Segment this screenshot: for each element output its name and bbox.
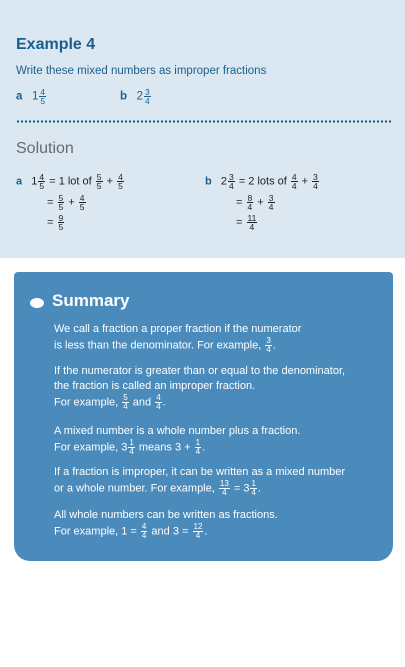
- fraction: $\frac{4}{5}$: [40, 87, 46, 106]
- fraction: $\frac{3}{4}$: [313, 172, 318, 191]
- part-label: a: [16, 175, 23, 188]
- fraction: $\frac{9}{5}$: [58, 213, 64, 232]
- fraction: $\frac{4}{4}$: [291, 172, 297, 191]
- solution-a-line-1: a 1 $\frac{4}{5}$ = 1 lot of $\frac{5}{5}$ + $\frac{4}{5}$: [16, 172, 123, 191]
- fraction: $\frac{13}{4}$: [219, 479, 229, 497]
- fraction: $\frac{4}{4}$: [141, 522, 147, 540]
- fraction: $\frac{4}{5}$: [118, 172, 123, 191]
- mixed-whole: 1: [32, 90, 39, 103]
- mixed-whole: 2: [136, 90, 144, 103]
- fraction: $\frac{4}{5}$: [39, 172, 45, 191]
- fraction: $\frac{11}{4}$: [247, 213, 257, 232]
- example-part-a: [16, 88, 47, 105]
- solution-b-line-1: b 2 $\frac{3}{4}$ = 2 lots of $\frac{4}{4}$ + $\frac{3}{4}$: [205, 172, 318, 191]
- bullet-icon: [30, 298, 44, 308]
- summary-title: Summary: [52, 291, 130, 310]
- fraction: $\frac{4}{5}$: [79, 193, 85, 212]
- example-instruction: Write these mixed numbers as improper fractions: [16, 65, 267, 77]
- part-label: b: [120, 90, 128, 103]
- fraction: $\frac{1}{4}$: [251, 479, 256, 497]
- example-title: Example 4: [16, 36, 96, 53]
- fraction: $\frac{1}{4}$: [195, 438, 201, 456]
- fraction: $\frac{1}{4}$: [129, 438, 134, 456]
- part-label: b: [205, 175, 212, 188]
- solution-b-line-2: = $\frac{8}{4}$ + $\frac{3}{4}$: [236, 193, 274, 212]
- fraction: $\frac{5}{5}$: [96, 172, 102, 191]
- summary-paragraph-3: A mixed number is a whole number plus a fraction. For example, 3 $\frac{1}{4}$ means 3 + $\frac{1}{4}$ .: [54, 425, 301, 456]
- solution-title: Solution: [16, 140, 74, 157]
- fraction: $\frac{4}{4}$: [156, 393, 161, 411]
- part-label: a: [16, 90, 23, 103]
- solution-a-line-3: = $\frac{9}{5}$: [47, 213, 64, 232]
- dotted-divider: [16, 120, 392, 123]
- solution-b-line-3: = $\frac{11}{4}$: [236, 213, 257, 232]
- fraction: $\frac{5}{4}$: [123, 393, 128, 411]
- fraction: $\frac{3}{4}$: [145, 87, 150, 106]
- fraction: $\frac{3}{4}$: [266, 336, 271, 354]
- fraction: $\frac{5}{5}$: [58, 193, 64, 212]
- summary-paragraph-4: If a fraction is improper, it can be written as a mixed number or a whole number. For example, $\frac{13}{4}$ = 3 $\frac{1}{4}$ .: [54, 466, 346, 497]
- solution-a-line-2: = $\frac{5}{5}$ + $\frac{4}{5}$: [47, 193, 85, 212]
- fraction: $\frac{3}{4}$: [229, 172, 234, 191]
- fraction: $\frac{3}{4}$: [268, 193, 274, 212]
- fraction: $\frac{8}{4}$: [247, 193, 253, 212]
- fraction: $\frac{12}{4}$: [193, 522, 203, 540]
- example-part-b: [120, 88, 152, 105]
- summary-paragraph-1: We call a fraction a proper fraction if the numerator is less than the denominator. For example, $\frac{3}{4}$ .: [54, 323, 302, 354]
- summary-paragraph-5: All whole numbers can be written as fractions. For example, 1 = $\frac{4}{4}$ and 3 = $\frac{12}{4}$ .: [54, 509, 278, 540]
- summary-paragraph-2: If the numerator is greater than or equal to the denominator, the fraction is called an improper fraction. For example, $\frac{5}{4}$ and $\frac{4}{4}$ .: [54, 365, 346, 411]
